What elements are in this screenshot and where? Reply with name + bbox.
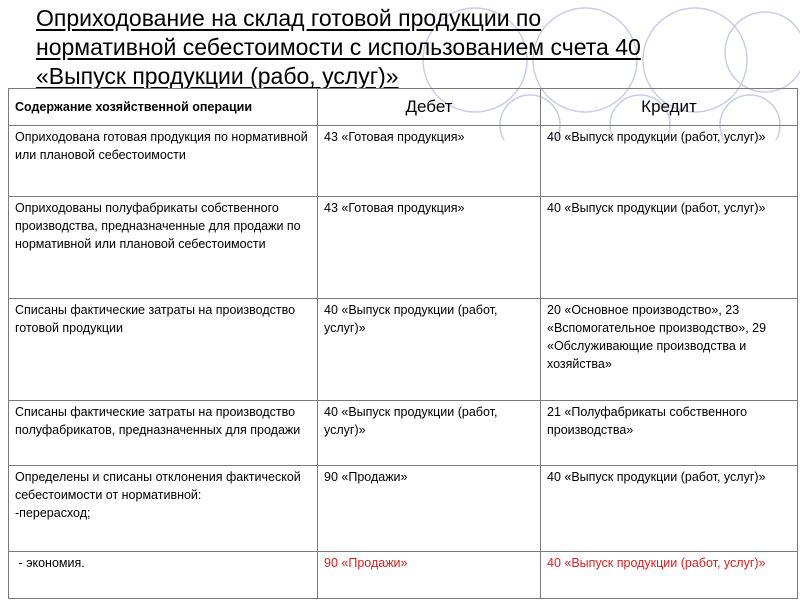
cell-credit: 20 «Основное производство», 23 «Вспомогательное производство», 29 «Обслуживающие производства и хозяйства»: [541, 299, 798, 401]
cell-operation: - экономия.: [9, 552, 318, 599]
cell-debit: 40 «Выпуск продукции (работ, услуг)»: [318, 299, 541, 401]
cell-credit: 40 «Выпуск продукции (работ, услуг)»: [541, 197, 798, 299]
cell-debit: 43 «Готовая продукция»: [318, 197, 541, 299]
cell-credit: 40 «Выпуск продукции (работ, услуг)»: [541, 466, 798, 552]
cell-debit: 90 «Продажи»: [318, 466, 541, 552]
header-credit: Кредит: [541, 89, 798, 126]
accounting-entries-table: [8, 88, 798, 599]
title-line-1: Оприходование на склад готовой продукции по: [36, 5, 542, 31]
table-row: [9, 401, 798, 466]
cell-debit: 43 «Готовая продукция»: [318, 126, 541, 197]
header-operation: Содержание хозяйственной операции: [9, 89, 318, 126]
table-row: [9, 197, 798, 299]
cell-operation-with-sub: [9, 466, 318, 552]
cell-debit: 40 «Выпуск продукции (работ, услуг)»: [318, 401, 541, 466]
page-title: [36, 4, 796, 91]
table-row: [9, 299, 798, 401]
cell-credit: 21 «Полуфабрикаты собственного производства»: [541, 401, 798, 466]
table-header-row: [9, 89, 798, 126]
cell-operation: Оприходованы полуфабрикаты собственного производства, предназначенные для продажи по нормативной или плановой себестоимости: [9, 197, 318, 299]
cell-operation: Определены и списаны отклонения фактической себестоимости от нормативной:: [15, 470, 301, 502]
table-row: [9, 126, 798, 197]
cell-operation: Списаны фактические затраты на производство полуфабрикатов, предназначенных для продажи: [9, 401, 318, 466]
title-line-3: «Выпуск продукции (рабо, услуг)»: [36, 63, 399, 89]
table-row: [9, 466, 798, 552]
cell-credit: 40 «Выпуск продукции (работ, услуг)»: [541, 126, 798, 197]
header-debit: Дебет: [318, 89, 541, 126]
cell-operation: Оприходована готовая продукция по нормативной или плановой себестоимости: [9, 126, 318, 197]
cell-operation: Списаны фактические затраты на производство готовой продукции: [9, 299, 318, 401]
cell-debit-highlight: 90 «Продажи»: [318, 552, 541, 599]
table-row: [9, 552, 798, 599]
cell-operation-sub: -перерасход;: [15, 506, 91, 520]
cell-credit-highlight: 40 «Выпуск продукции (работ, услуг)»: [541, 552, 798, 599]
title-line-2: нормативной себестоимости с использованием счета 40: [36, 34, 641, 60]
